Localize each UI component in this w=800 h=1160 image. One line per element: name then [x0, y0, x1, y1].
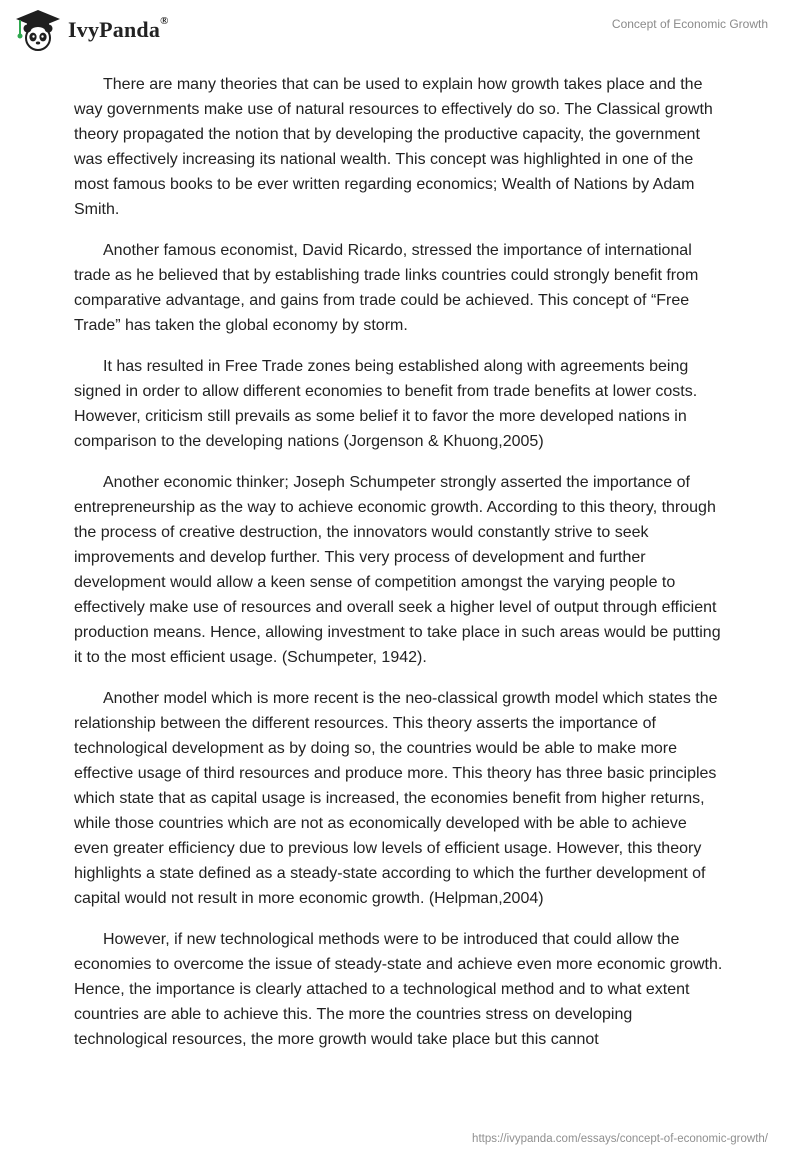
paragraph: However, if new technological methods were to be introduced that could allow the economies to overcome the issue of steady-state and achieve even more economic growth. Hence, the importance is clearly attached to a technological method and to what extent countries are able to achieve this. The more the countries stress on developing technological resources, the more growth would take place but this cannot: [74, 931, 723, 1048]
brand-name: IvyPanda®: [68, 15, 169, 42]
paragraph: Another famous economist, David Ricardo, stressed the importance of international trade as he believed that by establishing trade links countries could strongly benefit from comparative advantage, and gains from trade could be achieved. This concept of “Free Trade” has taken the global economy by storm.: [74, 242, 699, 334]
page-header: [0, 0, 800, 60]
source-url[interactable]: https://ivypanda.com/essays/concept-of-economic-growth/: [472, 1133, 768, 1145]
brand-logo[interactable]: [14, 8, 169, 52]
paragraph: Another economic thinker; Joseph Schumpeter strongly asserted the importance of entrepreneurship as the way to achieve economic growth. According to this theory, through the process of creative destruction, the innovators would constantly strive to seek improvements and develop further. This very process of development and further development would allow a keen sense of competition amongst the varying people to effectively make use of resources and overall seek a higher level of output through efficient production means. Hence, allowing investment to take place in such areas would be putting it to the most efficient usage. (Schumpeter, 1942).: [74, 474, 721, 666]
paragraph: Another model which is more recent is the neo-classical growth model which states the relationship between the different resources. This theory asserts the importance of technological development as by doing so, the countries would be able to make more effective usage of third resources and produce more. This theory has three basic principles which state that as capital usage is increased, the economies benefit from higher returns, while those countries which are not as economically developed with be able to achieve even greater efficiency due to previous low levels of efficient usage. However, this theory highlights a state defined as a steady-state according to which the further development of capital would not result in more economic growth. (Helpman,2004): [74, 690, 718, 907]
document-title: Concept of Economic Growth: [611, 17, 768, 31]
paragraph: There are many theories that can be used to explain how growth takes place and the way governments make use of natural resources to effectively do so. The Classical growth theory propagated the notion that by developing the productive capacity, the government was effectively increasing its national wealth. This concept was highlighted in one of the most famous books to be ever written regarding economics; Wealth of Nations by Adam Smith.: [74, 76, 713, 218]
essay-body: [74, 72, 724, 1068]
paragraph: It has resulted in Free Trade zones being established along with agreements being signed in order to allow different economies to benefit from trade benefits at lower costs. However, criticism still prevails as some belief it to favor the more developed nations in comparison to the developing nations (Jorgenson & Khuong,2005): [74, 358, 698, 450]
panda-graduation-cap-icon: [14, 8, 62, 52]
